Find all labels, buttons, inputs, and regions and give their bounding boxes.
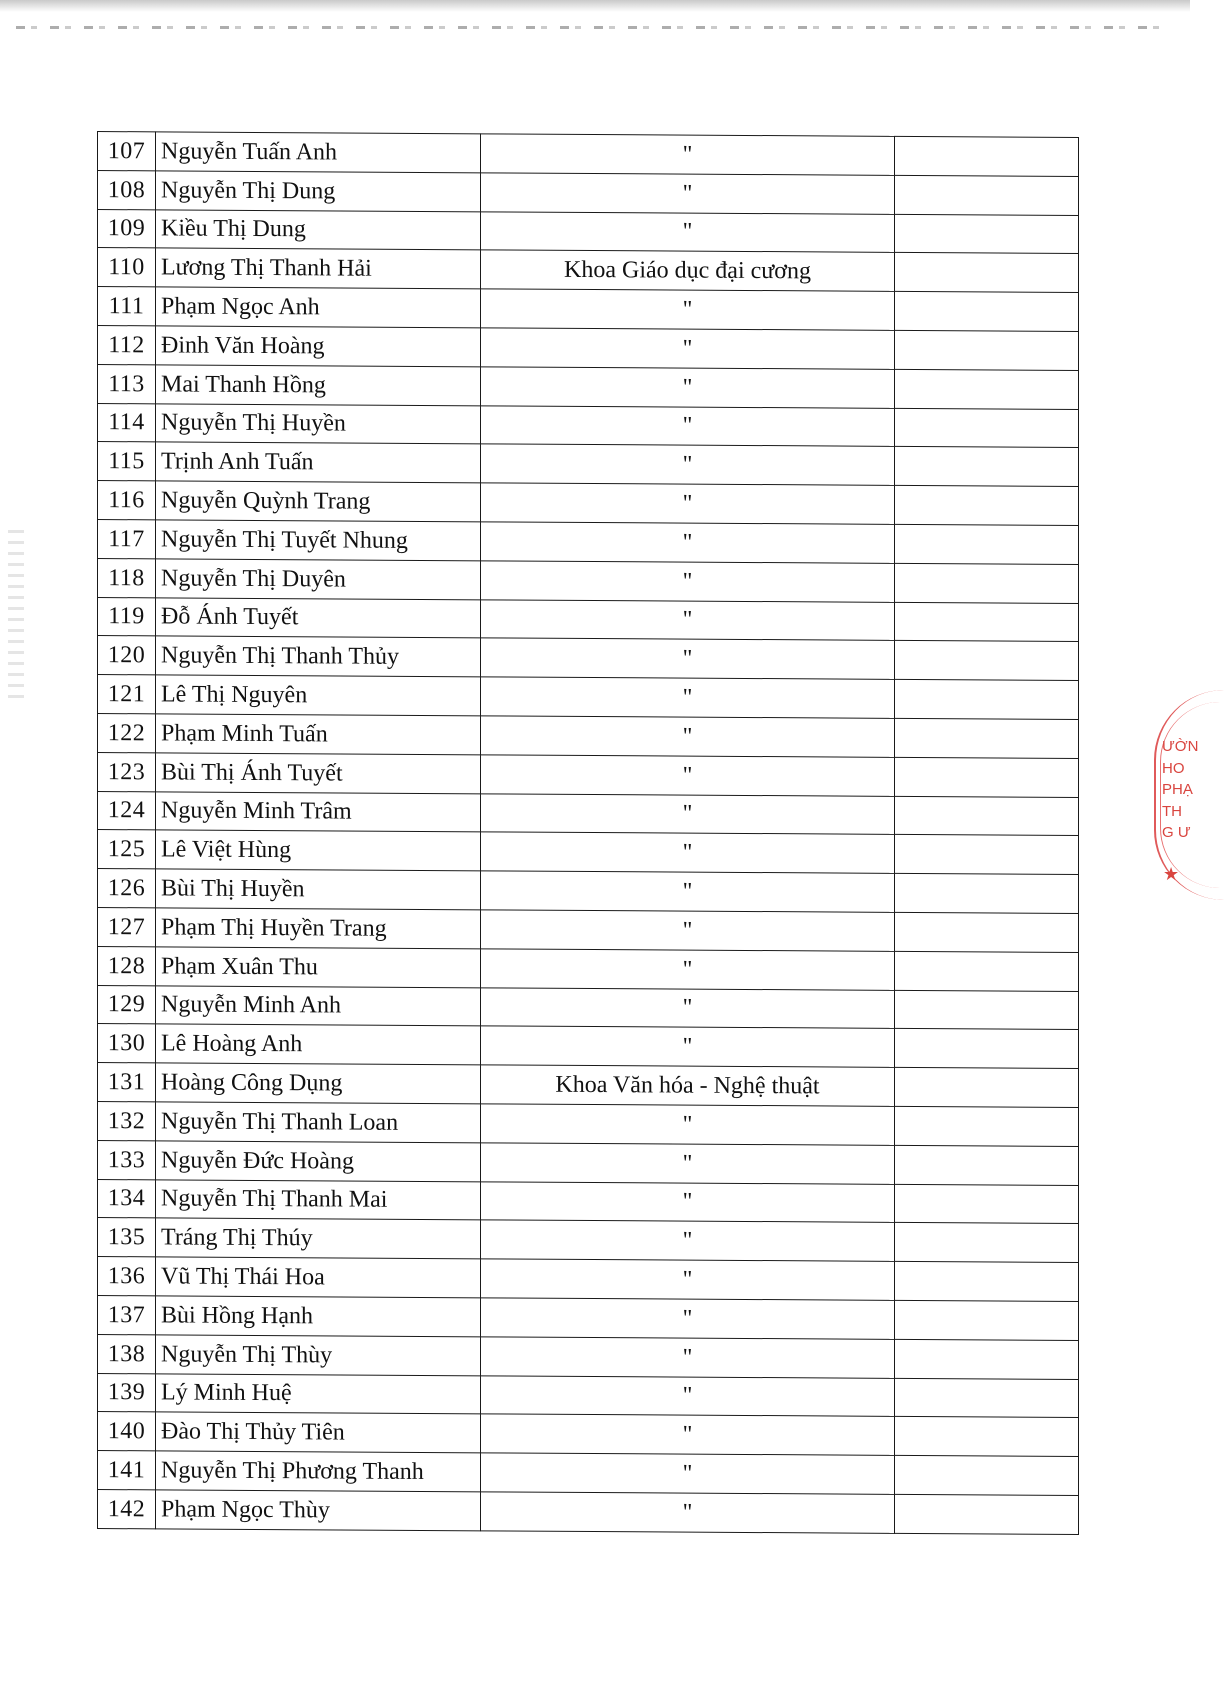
table-row: [98, 1140, 1079, 1185]
note-cell: [895, 253, 1079, 293]
department: ": [481, 949, 895, 990]
table-row: [98, 985, 1079, 1030]
staff-name: Lê Hoàng Anh: [156, 1024, 481, 1065]
department: ": [481, 599, 895, 640]
department: ": [481, 1375, 895, 1416]
department: ": [481, 1143, 895, 1184]
note-cell: [895, 990, 1079, 1030]
scan-noise-line: [16, 26, 1166, 29]
row-number: 138: [98, 1334, 156, 1373]
row-number: 122: [98, 713, 156, 752]
table-row: [98, 752, 1079, 797]
note-cell: [895, 1029, 1079, 1069]
note-cell: [895, 524, 1079, 564]
department: Khoa Văn hóa - Nghệ thuật: [481, 1065, 895, 1106]
note-cell: [895, 796, 1079, 836]
department: ": [481, 638, 895, 679]
department: ": [481, 173, 895, 214]
row-number: 118: [98, 558, 156, 597]
table-row: [98, 403, 1079, 448]
staff-name: Phạm Thị Huyền Trang: [156, 908, 481, 949]
staff-name: Nguyễn Thị Thanh Mai: [156, 1179, 481, 1220]
row-number: 120: [98, 636, 156, 675]
staff-name: Nguyễn Tuấn Anh: [156, 132, 481, 173]
staff-name: Nguyễn Thị Duyên: [156, 559, 481, 600]
table-row: [98, 1373, 1079, 1418]
table-row: [98, 1489, 1079, 1534]
row-number: 113: [98, 364, 156, 403]
note-cell: [895, 951, 1079, 991]
note-cell: [895, 330, 1079, 370]
department: ": [481, 1181, 895, 1222]
note-cell: [895, 602, 1079, 642]
row-number: 136: [98, 1257, 156, 1296]
table-row: [98, 1024, 1079, 1069]
row-number: 140: [98, 1412, 156, 1451]
department: ": [481, 1026, 895, 1067]
department: ": [481, 444, 895, 485]
note-cell: [895, 1300, 1079, 1340]
staff-table: [97, 131, 1079, 1535]
staff-name: Nguyễn Quỳnh Trang: [156, 481, 481, 522]
department: ": [481, 1259, 895, 1300]
table-row: [98, 209, 1079, 254]
note-cell: [895, 680, 1079, 720]
department: ": [481, 677, 895, 718]
row-number: 109: [98, 209, 156, 248]
department: ": [481, 1220, 895, 1261]
row-number: 125: [98, 830, 156, 869]
staff-name: Trịnh Anh Tuấn: [156, 442, 481, 483]
row-number: 137: [98, 1295, 156, 1334]
department: ": [481, 134, 895, 175]
table-row: [98, 1179, 1079, 1224]
table-row: [98, 364, 1079, 409]
row-number: 142: [98, 1489, 156, 1528]
staff-name: Nguyễn Minh Anh: [156, 985, 481, 1026]
table-row: [98, 907, 1079, 952]
department: ": [481, 1453, 895, 1494]
department: Khoa Giáo dục đại cương: [481, 250, 895, 291]
staff-name: Lương Thị Thanh Hải: [156, 248, 481, 289]
table-row: [98, 869, 1079, 914]
row-number: 126: [98, 869, 156, 908]
department: ": [481, 561, 895, 602]
note-cell: [895, 563, 1079, 603]
staff-name: Phạm Ngọc Anh: [156, 287, 481, 328]
staff-name: Nguyễn Thị Phương Thanh: [156, 1451, 481, 1492]
note-cell: [895, 757, 1079, 797]
row-number: 134: [98, 1179, 156, 1218]
row-number: 141: [98, 1451, 156, 1490]
staff-name: Lê Thị Nguyên: [156, 675, 481, 716]
red-seal-star-icon: ★: [1163, 864, 1180, 885]
department: ": [481, 522, 895, 563]
table-row: [98, 1295, 1079, 1340]
staff-name: Phạm Ngọc Thùy: [156, 1490, 481, 1531]
department: ": [481, 289, 895, 330]
table-row: [98, 287, 1079, 332]
department: ": [481, 793, 895, 834]
note-cell: [895, 1067, 1079, 1107]
note-cell: [895, 1494, 1079, 1534]
table-row: [98, 519, 1079, 564]
row-number: 108: [98, 170, 156, 209]
department: ": [481, 1414, 895, 1455]
staff-name: Kiều Thị Dung: [156, 209, 481, 250]
staff-name: Bùi Thị Ánh Tuyết: [156, 753, 481, 794]
staff-name: Nguyễn Thị Dung: [156, 171, 481, 212]
staff-name: Nguyễn Thị Thanh Loan: [156, 1102, 481, 1143]
note-cell: [895, 912, 1079, 952]
row-number: 127: [98, 907, 156, 946]
staff-name: Phạm Xuân Thu: [156, 947, 481, 988]
row-number: 130: [98, 1024, 156, 1063]
note-cell: [895, 214, 1079, 254]
table-row: [98, 442, 1079, 487]
note-cell: [895, 874, 1079, 914]
staff-name: Đinh Văn Hoàng: [156, 326, 481, 367]
staff-name: Nguyễn Thị Tuyết Nhung: [156, 520, 481, 561]
row-number: 123: [98, 752, 156, 791]
staff-name: Lê Việt Hùng: [156, 830, 481, 871]
staff-name: Đỗ Ánh Tuyết: [156, 597, 481, 638]
department: ": [481, 367, 895, 408]
table-row: [98, 1412, 1079, 1457]
note-cell: [895, 835, 1079, 875]
note-cell: [895, 369, 1079, 409]
row-number: 139: [98, 1373, 156, 1412]
note-cell: [895, 1223, 1079, 1263]
department: ": [481, 871, 895, 912]
note-cell: [895, 1417, 1079, 1457]
department: ": [481, 755, 895, 796]
table-row: [98, 713, 1079, 758]
department: ": [481, 405, 895, 446]
table-row: [98, 636, 1079, 681]
staff-name: Bùi Thị Huyền: [156, 869, 481, 910]
note-cell: [895, 136, 1079, 176]
scan-margin-marks: [8, 530, 24, 700]
row-number: 121: [98, 675, 156, 714]
department: ": [481, 1337, 895, 1378]
note-cell: [895, 718, 1079, 758]
table-row: [98, 597, 1079, 642]
note-cell: [895, 1184, 1079, 1224]
table-row: [98, 1218, 1079, 1263]
row-number: 128: [98, 946, 156, 985]
staff-name: Mai Thanh Hồng: [156, 365, 481, 406]
row-number: 107: [98, 132, 156, 171]
row-number: 124: [98, 791, 156, 830]
row-number: 135: [98, 1218, 156, 1257]
row-number: 132: [98, 1101, 156, 1140]
staff-table-body: [98, 132, 1079, 1535]
row-number: 111: [98, 287, 156, 326]
table-row: [98, 325, 1079, 370]
table-row: [98, 1063, 1079, 1108]
note-cell: [895, 641, 1079, 681]
department: ": [481, 1104, 895, 1145]
note-cell: [895, 1106, 1079, 1146]
row-number: 129: [98, 985, 156, 1024]
table-row: [98, 791, 1079, 836]
staff-name: Nguyễn Thị Thùy: [156, 1335, 481, 1376]
note-cell: [895, 1378, 1079, 1418]
staff-name: Lý Minh Huệ: [156, 1373, 481, 1414]
department: ": [481, 1492, 895, 1533]
note-cell: [895, 1455, 1079, 1495]
row-number: 114: [98, 403, 156, 442]
staff-name: Phạm Minh Tuấn: [156, 714, 481, 755]
staff-name: Nguyễn Minh Trâm: [156, 791, 481, 832]
note-cell: [895, 1261, 1079, 1301]
table-row: [98, 481, 1079, 526]
table-row: [98, 1451, 1079, 1496]
staff-name: Đào Thị Thủy Tiên: [156, 1412, 481, 1453]
table-row: [98, 248, 1079, 293]
department: ": [481, 328, 895, 369]
staff-name: Nguyễn Thị Huyền: [156, 403, 481, 444]
department: ": [481, 211, 895, 252]
staff-name: Bùi Hồng Hạnh: [156, 1296, 481, 1337]
note-cell: [895, 292, 1079, 332]
department: ": [481, 832, 895, 873]
red-seal-text: ƯỜN HO PHẠ TH G Ư: [1162, 738, 1199, 841]
table-row: [98, 1101, 1079, 1146]
row-number: 116: [98, 481, 156, 520]
table-row: [98, 1257, 1079, 1302]
department: ": [481, 987, 895, 1028]
table-row: [98, 830, 1079, 875]
scan-top-edge: [0, 0, 1190, 12]
note-cell: [895, 1339, 1079, 1379]
table-row: [98, 946, 1079, 991]
staff-name: Nguyễn Đức Hoàng: [156, 1141, 481, 1182]
row-number: 115: [98, 442, 156, 481]
row-number: 133: [98, 1140, 156, 1179]
staff-name: Tráng Thị Thúy: [156, 1218, 481, 1259]
note-cell: [895, 175, 1079, 215]
row-number: 110: [98, 248, 156, 287]
table-row: [98, 170, 1079, 215]
row-number: 112: [98, 325, 156, 364]
note-cell: [895, 486, 1079, 526]
row-number: 131: [98, 1063, 156, 1102]
department: ": [481, 1298, 895, 1339]
row-number: 117: [98, 519, 156, 558]
note-cell: [895, 1145, 1079, 1185]
department: ": [481, 483, 895, 524]
table-row: [98, 558, 1079, 603]
note-cell: [895, 447, 1079, 487]
staff-name: Nguyễn Thị Thanh Thủy: [156, 636, 481, 677]
department: ": [481, 910, 895, 951]
staff-name: Hoàng Công Dụng: [156, 1063, 481, 1104]
table-row: [98, 1334, 1079, 1379]
department: ": [481, 716, 895, 757]
row-number: 119: [98, 597, 156, 636]
table-row: [98, 675, 1079, 720]
table-row: [98, 132, 1079, 177]
note-cell: [895, 408, 1079, 448]
staff-name: Vũ Thị Thái Hoa: [156, 1257, 481, 1298]
